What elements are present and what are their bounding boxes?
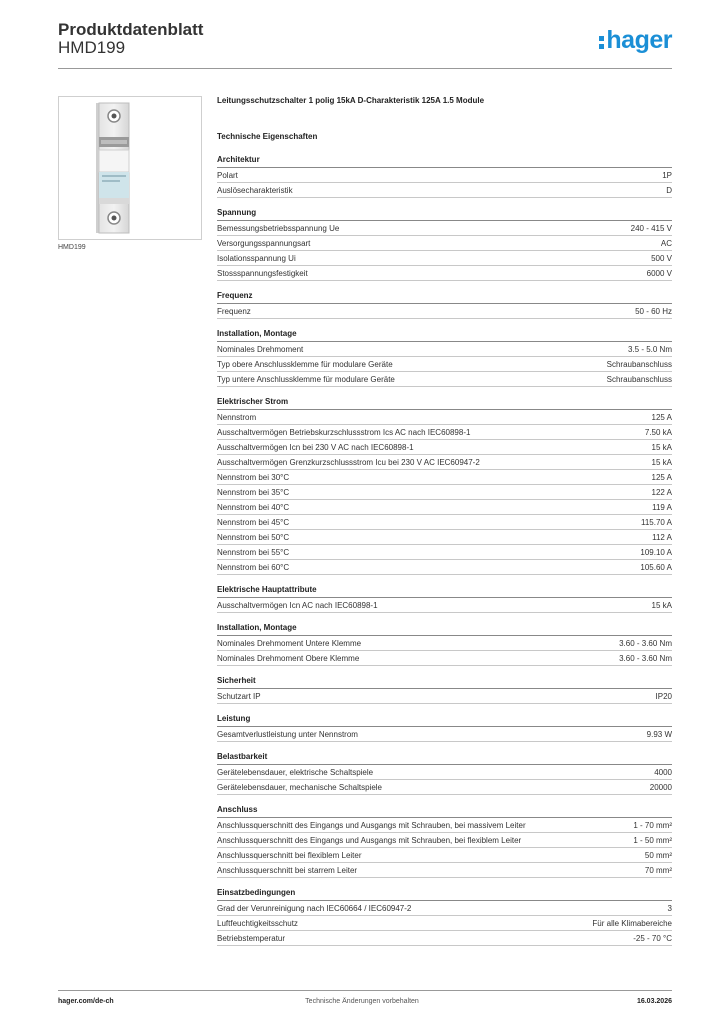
datasheet-content	[217, 94, 672, 955]
property-row	[217, 372, 672, 387]
property-section	[217, 675, 672, 704]
property-value: 6000 V	[646, 268, 672, 278]
properties-sections	[217, 154, 672, 946]
property-name: Frequenz	[217, 306, 251, 316]
header-title: Produktdatenblatt	[58, 20, 204, 39]
property-row	[217, 500, 672, 515]
property-name: Nominales Drehmoment Obere Klemme	[217, 653, 360, 663]
property-value: 105.60 A	[640, 562, 672, 572]
property-name: Gerätelebensdauer, elektrische Schaltspiele	[217, 767, 374, 777]
property-name: Gerätelebensdauer, mechanische Schaltspiele	[217, 782, 382, 792]
property-name: Betriebstemperatur	[217, 933, 286, 943]
property-value: 3.60 - 3.60 Nm	[619, 638, 672, 648]
property-name: Typ obere Anschlussklemme für modulare Geräte	[217, 359, 393, 369]
property-row	[217, 425, 672, 440]
section-title: Leistung	[217, 713, 672, 727]
property-row	[217, 440, 672, 455]
property-value: 122 A	[651, 487, 672, 497]
property-row	[217, 560, 672, 575]
logo-text: hager	[606, 26, 672, 54]
property-value: 1 - 50 mm²	[633, 835, 672, 845]
property-value: 15 kA	[651, 442, 672, 452]
property-row	[217, 833, 672, 848]
property-row	[217, 651, 672, 666]
property-section	[217, 154, 672, 198]
property-row	[217, 455, 672, 470]
property-name: Polart	[217, 170, 238, 180]
property-row	[217, 780, 672, 795]
property-row	[217, 636, 672, 651]
property-name: Bemessungsbetriebsspannung Ue	[217, 223, 340, 233]
property-value: -25 - 70 °C	[633, 933, 672, 943]
property-value: 112 A	[652, 532, 672, 542]
property-section	[217, 328, 672, 387]
property-value: 4000	[654, 767, 672, 777]
property-name: Ausschaltvermögen Icn bei 230 V AC nach IEC60898-1	[217, 442, 414, 452]
hager-logo	[599, 28, 672, 53]
property-section	[217, 713, 672, 742]
property-name: Ausschaltvermögen Grenzkurzschlussstrom Icu bei 230 V AC IEC60947-2	[217, 457, 480, 467]
property-value: Schraubanschluss	[606, 374, 672, 384]
property-value: 119 A	[652, 502, 672, 512]
property-row	[217, 727, 672, 742]
section-title: Elektrischer Strom	[217, 396, 672, 410]
property-row	[217, 916, 672, 931]
property-section	[217, 804, 672, 878]
property-name: Nennstrom bei 50°C	[217, 532, 290, 542]
property-name: Nennstrom	[217, 412, 257, 422]
property-row	[217, 236, 672, 251]
section-title: Elektrische Hauptattribute	[217, 584, 672, 598]
technical-properties-title: Technische Eigenschaften	[217, 132, 318, 141]
property-value: 20000	[649, 782, 672, 792]
property-row	[217, 901, 672, 916]
property-value: 1 - 70 mm²	[633, 820, 672, 830]
property-value: AC	[660, 238, 672, 248]
property-row	[217, 515, 672, 530]
section-title: Frequenz	[217, 290, 672, 304]
property-name: Auslösecharakteristik	[217, 185, 293, 195]
footer-url[interactable]: hager.com/de-ch	[58, 998, 114, 1005]
property-row	[217, 485, 672, 500]
property-value: 1P	[662, 170, 672, 180]
property-section	[217, 751, 672, 795]
section-title: Installation, Montage	[217, 622, 672, 636]
section-title: Belastbarkeit	[217, 751, 672, 765]
property-value: 125 A	[651, 472, 672, 482]
property-row	[217, 931, 672, 946]
property-name: Nennstrom bei 60°C	[217, 562, 290, 572]
image-caption: HMD199	[58, 244, 86, 251]
property-row	[217, 357, 672, 372]
property-value: 115.70 A	[641, 517, 672, 527]
property-name: Luftfeuchtigkeitsschutz	[217, 918, 298, 928]
property-row	[217, 530, 672, 545]
property-value: Schraubanschluss	[606, 359, 672, 369]
property-name: Schutzart IP	[217, 691, 261, 701]
property-value: 15 kA	[651, 600, 672, 610]
header-product-code: HMD199	[58, 38, 126, 57]
property-name: Anschlussquerschnitt bei flexiblem Leiter	[217, 850, 362, 860]
property-row	[217, 342, 672, 357]
property-value: 9.93 W	[646, 729, 672, 739]
property-row	[217, 848, 672, 863]
circuit-breaker-icon	[59, 97, 201, 239]
section-title: Anschluss	[217, 804, 672, 818]
property-value: 240 - 415 V	[630, 223, 672, 233]
property-name: Isolationsspannung Ui	[217, 253, 296, 263]
property-name: Typ untere Anschlussklemme für modulare Geräte	[217, 374, 395, 384]
property-row	[217, 470, 672, 485]
section-title: Installation, Montage	[217, 328, 672, 342]
property-row	[217, 266, 672, 281]
property-name: Anschlussquerschnitt bei starrem Leiter	[217, 865, 358, 875]
property-value: 125 A	[651, 412, 672, 422]
footer-divider	[58, 990, 672, 991]
property-section	[217, 622, 672, 666]
property-value: 3.60 - 3.60 Nm	[619, 653, 672, 663]
property-name: Ausschaltvermögen Betriebskurzschlussstrom Ics AC nach IEC60898-1	[217, 427, 471, 437]
property-value: 3.5 - 5.0 Nm	[627, 344, 672, 354]
property-value: Für alle Klimabereiche	[592, 918, 672, 928]
property-section	[217, 887, 672, 946]
property-row	[217, 818, 672, 833]
property-row	[217, 765, 672, 780]
section-title: Sicherheit	[217, 675, 672, 689]
property-name: Anschlussquerschnitt des Eingangs und Ausgangs mit Schrauben, bei flexiblem Leiter	[217, 835, 522, 845]
section-title: Einsatzbedingungen	[217, 887, 672, 901]
property-value: 500 V	[651, 253, 672, 263]
property-value: 70 mm²	[644, 865, 672, 875]
section-title: Architektur	[217, 154, 672, 168]
property-row	[217, 689, 672, 704]
property-row	[217, 598, 672, 613]
product-description: Leitungsschutzschalter 1 polig 15kA D-Charakteristik 125A 1.5 Module	[217, 96, 485, 105]
property-name: Ausschaltvermögen Icn AC nach IEC60898-1	[217, 600, 378, 610]
property-name: Nennstrom bei 45°C	[217, 517, 290, 527]
footer-note: Technische Änderungen vorbehalten	[305, 998, 419, 1005]
property-value: 15 kA	[651, 457, 672, 467]
property-row	[217, 251, 672, 266]
property-row	[217, 304, 672, 319]
section-title: Spannung	[217, 207, 672, 221]
property-name: Grad der Verunreinigung nach IEC60664 / IEC60947-2	[217, 903, 412, 913]
property-value: 50 mm²	[644, 850, 672, 860]
property-name: Nominales Drehmoment Untere Klemme	[217, 638, 362, 648]
property-value: 109.10 A	[640, 547, 672, 557]
property-row	[217, 183, 672, 198]
property-name: Stossspannungsfestigkeit	[217, 268, 308, 278]
property-value: 7.50 kA	[644, 427, 672, 437]
property-name: Anschlussquerschnitt des Eingangs und Ausgangs mit Schrauben, bei massivem Leiter	[217, 820, 526, 830]
logo-dots-icon	[599, 36, 604, 49]
property-name: Nennstrom bei 55°C	[217, 547, 290, 557]
property-row	[217, 863, 672, 878]
product-image	[58, 96, 202, 240]
property-section	[217, 290, 672, 319]
property-row	[217, 410, 672, 425]
property-name: Gesamtverlustleistung unter Nennstrom	[217, 729, 358, 739]
property-row	[217, 545, 672, 560]
property-value: IP20	[655, 691, 672, 701]
property-name: Versorgungsspannungsart	[217, 238, 311, 248]
property-value: 3	[667, 903, 672, 913]
property-value: 50 - 60 Hz	[635, 306, 672, 316]
property-row	[217, 221, 672, 236]
property-section	[217, 207, 672, 281]
property-section	[217, 396, 672, 575]
footer-date: 16.03.2026	[636, 998, 672, 1005]
property-name: Nominales Drehmoment	[217, 344, 304, 354]
property-row	[217, 168, 672, 183]
header-divider	[58, 68, 672, 69]
property-name: Nennstrom bei 35°C	[217, 487, 290, 497]
property-name: Nennstrom bei 40°C	[217, 502, 290, 512]
property-section	[217, 584, 672, 613]
property-name: Nennstrom bei 30°C	[217, 472, 290, 482]
property-value: D	[666, 185, 672, 195]
